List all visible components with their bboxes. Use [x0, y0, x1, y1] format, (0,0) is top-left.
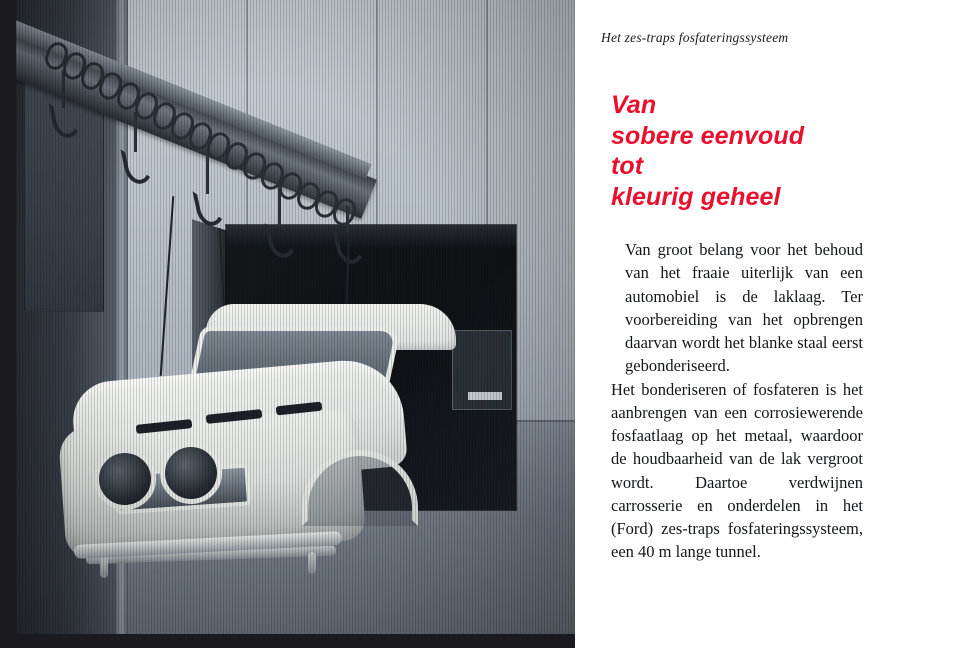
headline-line-1: Van [611, 91, 657, 119]
paragraph-2: Het bonderiseren of fosfateren is het aanbrengen van een corrosiewerende fosfaatlaag op het metaal, waardoor de houdbaarheid van de lak vergroot wordt. Daartoe verdwijnen carrosserie en onderdelen in het (Ford) zes-traps fosfateringssysteem, een 40 m lange tunnel. [611, 379, 863, 562]
headline-line-4: kleurig geheel [611, 182, 781, 211]
text-column [575, 0, 974, 648]
headlight-right [160, 442, 222, 504]
paragraph-1: Van groot belang voor het behoud van het fraaie uiterlijk van een automobiel is de laklaag. Ter voorbereiding van het opbrengen daarvan wordt het blanke staal eerst gebonderiseerd. [625, 240, 863, 376]
support-stand-leg [308, 552, 316, 574]
body-copy [611, 238, 863, 564]
running-head: Het zes-traps fosfateringssysteem [601, 30, 789, 45]
factory-photo [16, 0, 575, 634]
headlight-left [94, 448, 156, 510]
headline-line-2: sobere eenvoud [611, 121, 805, 150]
page-title [611, 90, 940, 212]
headline-line-3: tot [611, 152, 644, 180]
support-stand-leg [100, 556, 108, 578]
car-body-shell [56, 300, 486, 580]
